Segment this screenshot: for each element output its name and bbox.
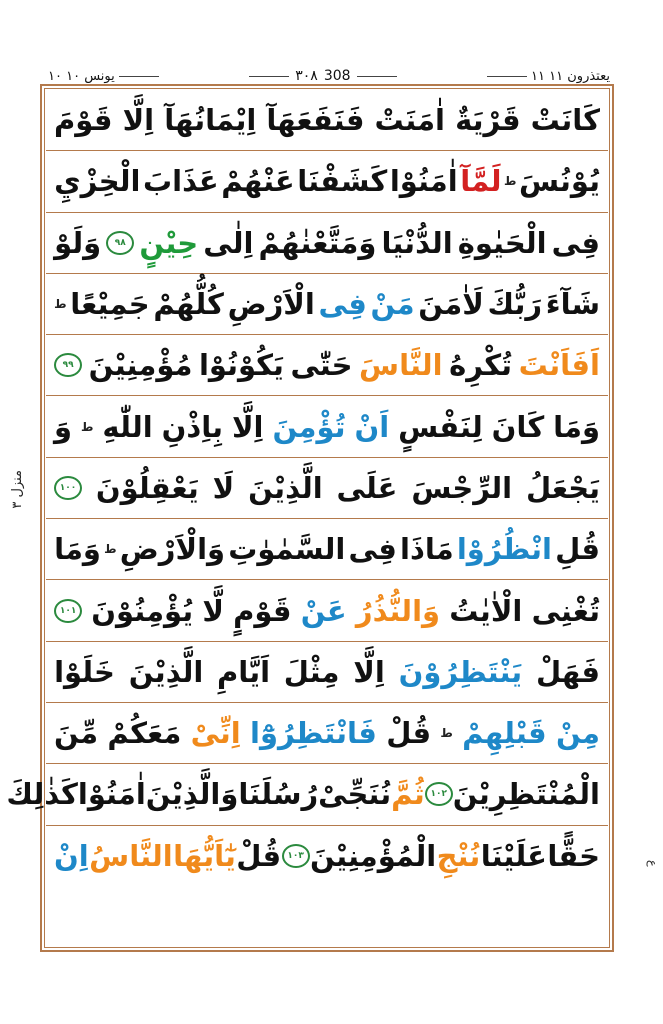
word: تُؤْمِنَ xyxy=(272,409,346,444)
surah-label-text: ۱۰ یونس ۱۰ xyxy=(48,68,115,84)
word: انْظُرُوْا xyxy=(456,532,552,567)
word: الْحَيٰوةِ xyxy=(457,225,547,260)
word: لَّا xyxy=(202,593,224,628)
text-line xyxy=(46,580,608,641)
word: بِاِذْنِ xyxy=(161,409,224,444)
word: شَآءَ xyxy=(545,287,600,322)
word: قَرْيَةٌ xyxy=(455,103,521,138)
word: مُؤْمِنِيْنَ xyxy=(88,348,193,383)
pause-mark: ط xyxy=(80,419,94,434)
word: يٰٓاَيُّهَا xyxy=(173,839,236,874)
word: اَنْ xyxy=(354,409,390,444)
word: مِّنَ xyxy=(54,716,99,751)
pause-mark: ط xyxy=(54,297,67,312)
word: الَّذِيْنَ xyxy=(248,470,323,505)
text-line xyxy=(46,703,608,764)
word: مِثْلَ xyxy=(283,654,340,689)
pause-mark: ط xyxy=(104,542,117,557)
word: كَانَ xyxy=(491,409,545,444)
word: وَمَا xyxy=(553,409,600,444)
word: مَعَكُمْ xyxy=(107,716,182,751)
word: الْاٰيٰتُ xyxy=(449,593,523,628)
text-line xyxy=(46,213,608,274)
header-rule-left xyxy=(119,76,159,77)
word: عَنْهُمْ xyxy=(221,164,295,199)
word: كَانَتْ xyxy=(530,103,600,138)
juz-label xyxy=(487,69,610,84)
header-rule-right xyxy=(487,76,527,77)
page-number-latin: 308 xyxy=(323,68,351,84)
word: حَتّٰى xyxy=(290,348,353,383)
word: اٰمَنُوْا xyxy=(389,164,458,199)
word: يَعْقِلُوْنَ xyxy=(95,470,199,505)
word: فَانْتَظِرُوْٓا xyxy=(250,716,377,751)
word: رَبُّكَ xyxy=(487,287,543,322)
word: نُنْجِ xyxy=(436,839,481,874)
text-line xyxy=(46,396,608,457)
word: يَكُوْنُوْا xyxy=(198,348,284,383)
word: الْمُؤْمِنِيْنَ xyxy=(310,839,437,874)
word: وَالْاَرْضِ xyxy=(119,532,226,567)
word: لَاٰمَنَ xyxy=(418,287,484,322)
word: فَهَلْ xyxy=(535,654,600,689)
word: كُلُّهُمْ xyxy=(153,287,224,322)
word: وَمَا xyxy=(54,532,101,567)
word: رُسُلَنَا xyxy=(238,777,319,812)
word: تُكْرِهُ xyxy=(449,348,513,383)
header-rule-center-left xyxy=(249,76,289,77)
word: يُوْنُسَ xyxy=(519,164,600,199)
word: اَيَّامِ xyxy=(217,654,271,689)
word: خَلَوْا xyxy=(54,654,115,689)
text-line xyxy=(6,764,608,825)
page-number-arabic: ۳۰۸ xyxy=(295,68,318,84)
word: قَوْمَ xyxy=(54,103,113,138)
word: جَمِيْعًا xyxy=(70,287,150,322)
word: لَا xyxy=(212,470,235,505)
text-line xyxy=(46,151,608,212)
word: الدُّنْيَا xyxy=(381,225,453,260)
text-line xyxy=(46,642,608,703)
word: الْمُنْتَظِرِيْنَ xyxy=(452,777,600,812)
pause-mark: ط xyxy=(504,174,517,189)
word: نُنَجِّىْ xyxy=(318,777,392,812)
word: فِى xyxy=(318,287,367,322)
word: كَشَفْنَا xyxy=(297,164,388,199)
word: مَاذَا xyxy=(400,532,454,567)
word: وَالَّذِيْنَ xyxy=(145,777,239,812)
word: قُلْ xyxy=(386,716,432,751)
word: عَلَى xyxy=(336,470,398,505)
word: اللّٰهِ xyxy=(102,409,153,444)
ayah-number-marker: ۱۰۱ xyxy=(54,599,82,623)
ayah-number-marker: ۹۸ xyxy=(106,231,134,255)
word: مَنْ xyxy=(370,287,415,322)
word: النَّاسَ xyxy=(359,348,443,383)
word: قَوْمٍ xyxy=(233,593,292,628)
word: الْخِزْيِ xyxy=(54,164,141,199)
word: لَمَّآ xyxy=(460,164,502,199)
text-line xyxy=(46,458,608,519)
ayah-number-marker: ۹۹ xyxy=(54,353,82,377)
word: اِنْ xyxy=(54,839,89,874)
ayah-number-marker: ۱۰۳ xyxy=(282,844,310,868)
juz-label-text: ۱۱ یعتذرون ۱۱ xyxy=(531,68,610,84)
text-line xyxy=(46,90,608,151)
word: يُؤْمِنُوْنَ xyxy=(91,593,194,628)
word: السَّمٰوٰتِ xyxy=(228,532,346,567)
surah-label xyxy=(48,69,159,84)
word: قُلِ xyxy=(555,532,600,567)
word: وَالنُّذُرُ xyxy=(355,593,441,628)
word: وَمَتَّعْنٰهُمْ xyxy=(258,225,377,260)
text-line xyxy=(46,335,608,396)
word: فَنَفَعَهَآ xyxy=(266,103,365,138)
text-line xyxy=(46,519,608,580)
word: الرِّجْسَ xyxy=(411,470,513,505)
header-rule-center-right xyxy=(357,76,397,77)
word: يَنْتَظِرُوْنَ xyxy=(398,654,523,689)
word: عَذَابَ xyxy=(143,164,219,199)
word: فِى xyxy=(551,225,600,260)
word: وَلَوْ xyxy=(54,225,102,260)
word: مِنْ xyxy=(555,716,600,751)
word: حَقًّا xyxy=(547,839,600,874)
word: فِى xyxy=(348,532,397,567)
word: الَّذِيْنَ xyxy=(128,654,204,689)
text-line xyxy=(46,826,608,887)
word: اِلَّا xyxy=(231,409,264,444)
word: اٰمَنُوْا xyxy=(77,777,146,812)
word: لِنَفْسٍ xyxy=(398,409,483,444)
word: عَلَيْنَا xyxy=(480,839,547,874)
pause-mark: ط xyxy=(440,726,453,741)
word: النَّاسُ xyxy=(89,839,173,874)
word: قَبْلِهِمْ xyxy=(462,716,547,751)
word: ثُمَّ xyxy=(391,777,425,812)
word: عَنْ xyxy=(300,593,347,628)
word: اِلَّا xyxy=(353,654,385,689)
word: كَذٰلِكَ xyxy=(6,777,78,812)
word: تُغْنِى xyxy=(531,593,600,628)
ruku-marker: ع xyxy=(646,860,659,867)
word: قُلْ xyxy=(236,839,282,874)
word: اِلٰى xyxy=(203,225,254,260)
page-number xyxy=(249,68,396,84)
word: اَفَاَنْتَ xyxy=(518,348,600,383)
text-line xyxy=(46,274,608,335)
ayah-number-marker: ۱۰۲ xyxy=(425,782,453,806)
word: اٰمَنَتْ xyxy=(374,103,445,138)
word: الْاَرْضِ xyxy=(227,287,315,322)
word: اِيْمَانُهَآ xyxy=(164,103,257,138)
word: وَ xyxy=(54,409,73,444)
word: اِلَّا xyxy=(122,103,155,138)
word: يَجْعَلُ xyxy=(525,470,600,505)
manzil-marker: منزل ۳ xyxy=(10,470,25,509)
word: اِنِّىْ xyxy=(190,716,241,751)
word: حِيْنٍ xyxy=(139,225,199,260)
ayah-number-marker: ۱۰۰ xyxy=(54,476,82,500)
